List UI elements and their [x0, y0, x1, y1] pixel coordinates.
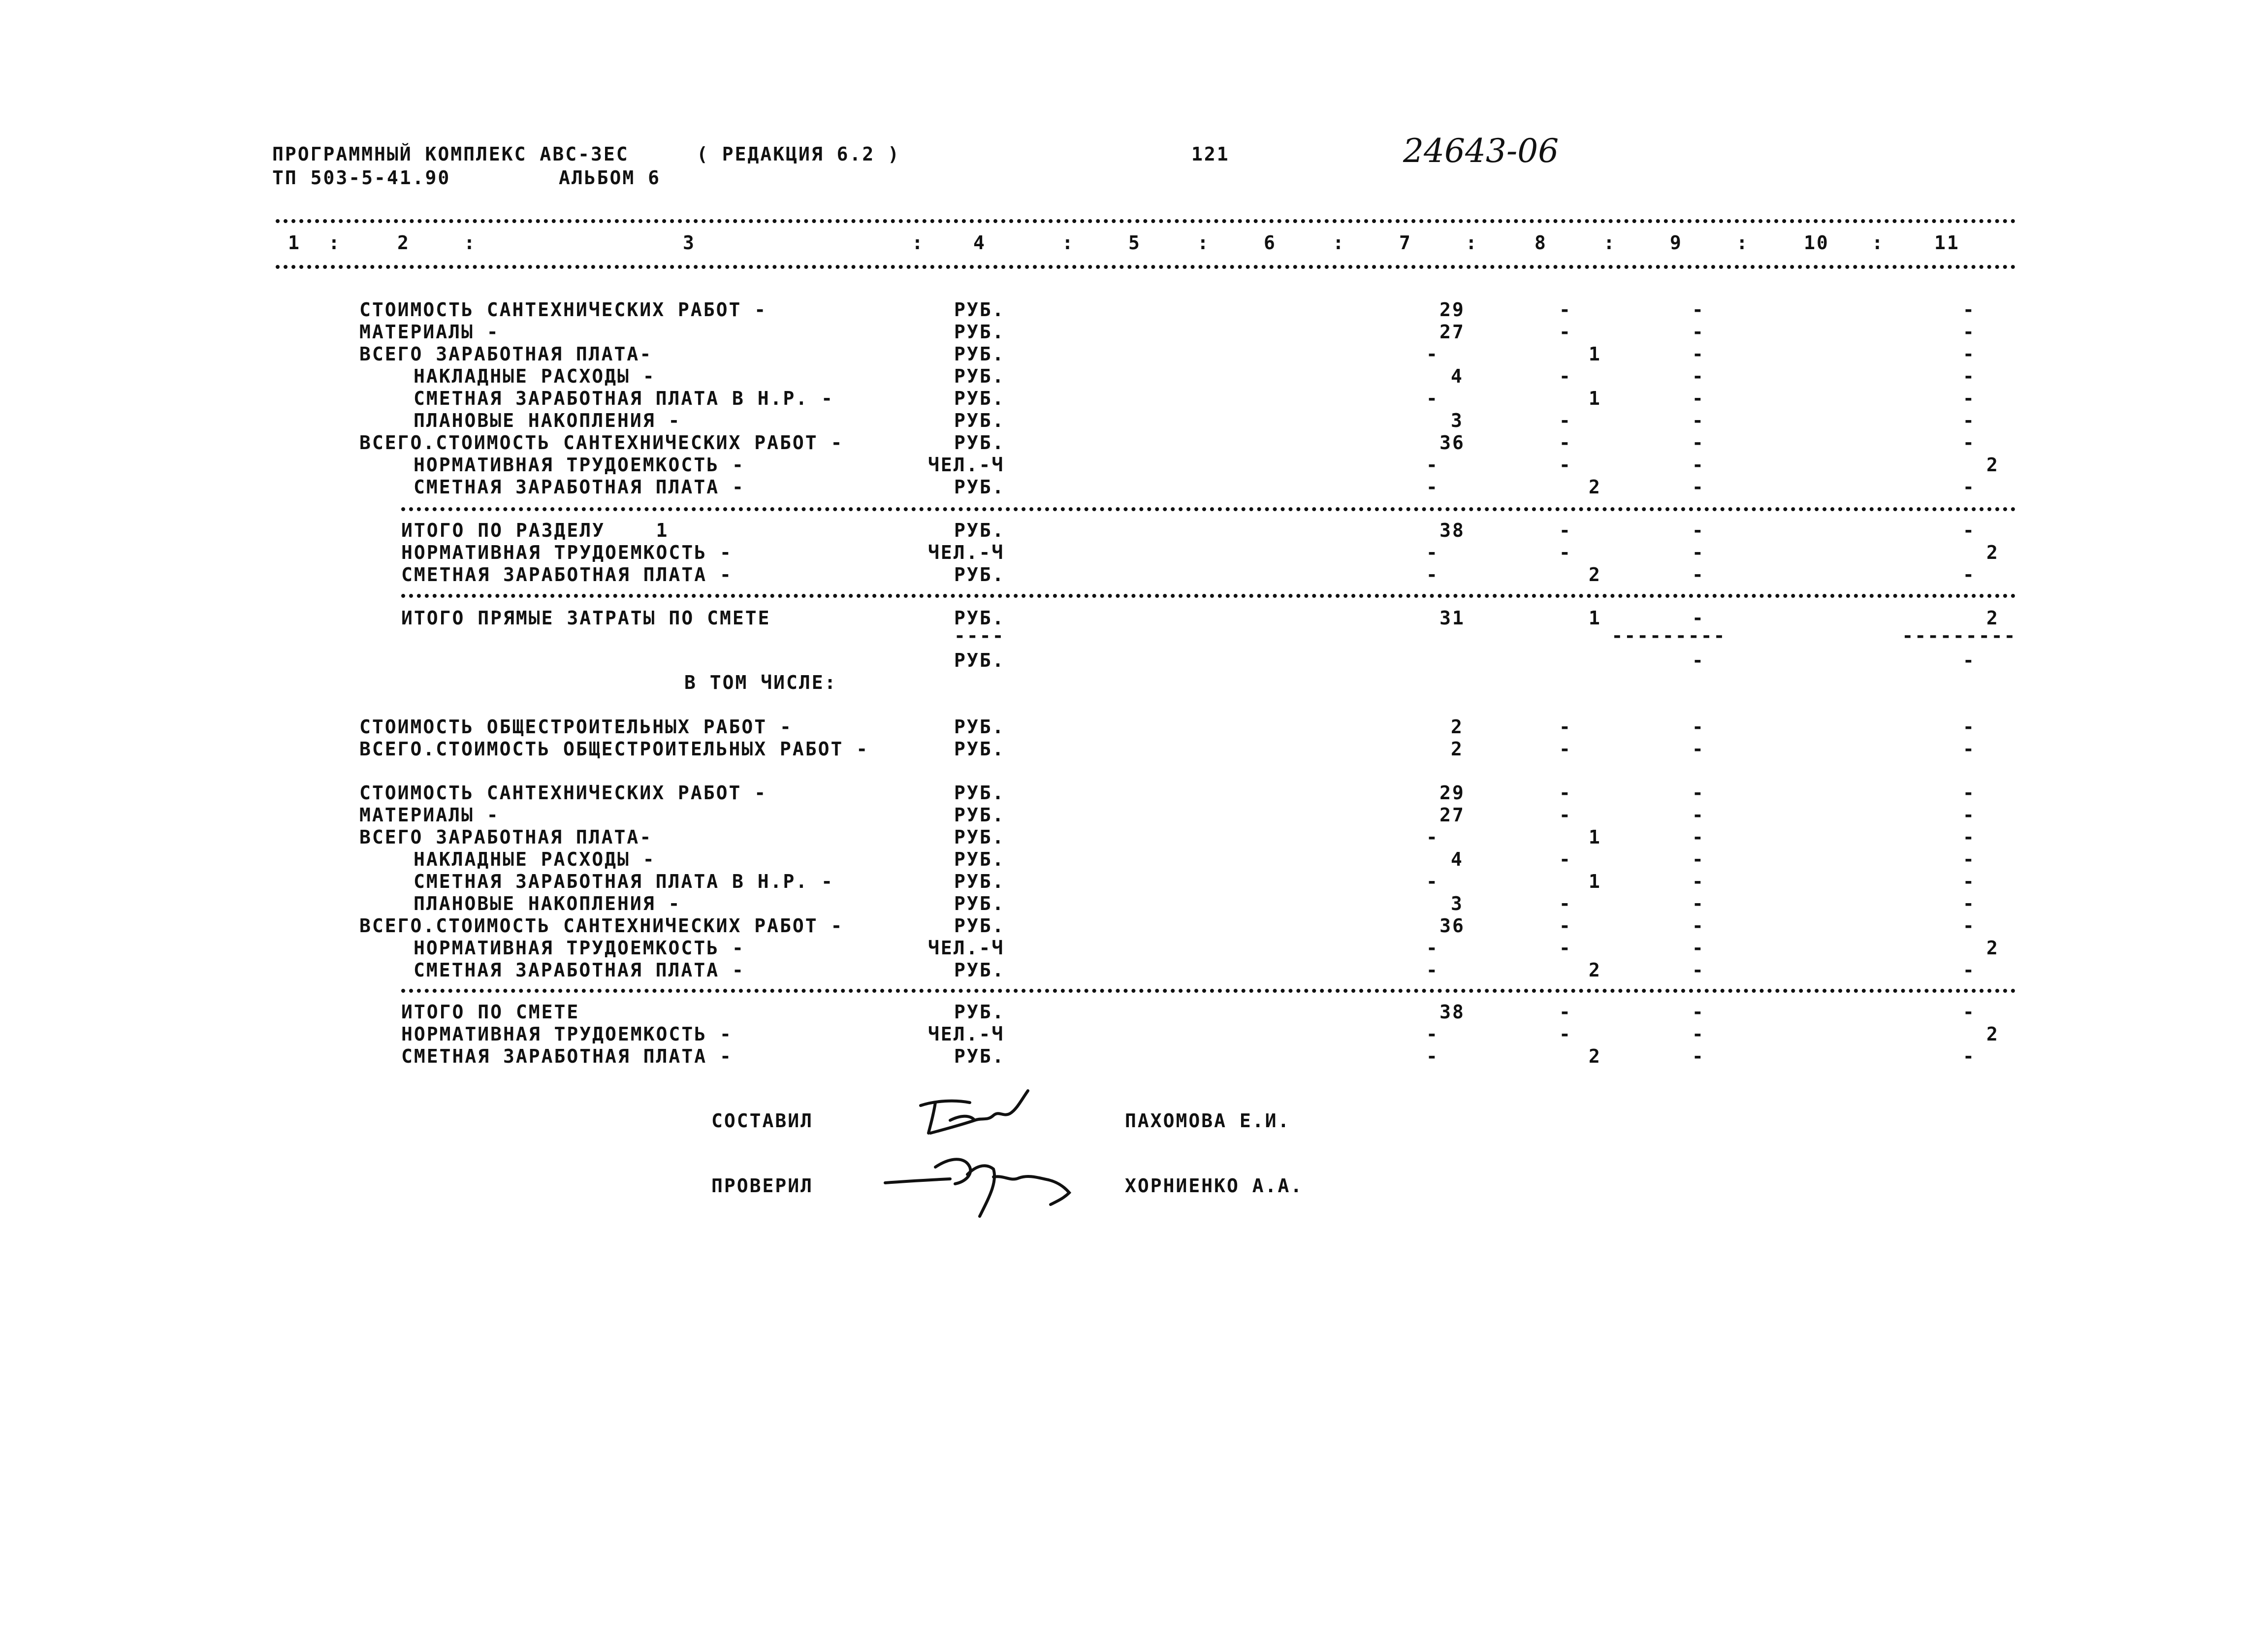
- cell-c8: -: [1559, 893, 1572, 914]
- row-label: СТОИМОСТЬ САНТЕХНИЧЕСКИХ РАБОТ -: [359, 782, 767, 804]
- row-unit: РУБ.: [954, 848, 1005, 870]
- cell-c9: -: [1692, 343, 1705, 365]
- cell-c8: -: [1559, 738, 1572, 760]
- cell-c9: -: [1692, 607, 1705, 629]
- cell-c9: -: [1692, 650, 1705, 671]
- col-header-6: 6: [1264, 232, 1277, 254]
- cell-c11: -: [1963, 738, 1976, 760]
- program-name: ПРОГРАММНЫЙ КОМПЛЕКС АВС-3ЕС: [272, 143, 629, 165]
- cell-c11: -: [1963, 1045, 1976, 1067]
- cell-c8: -: [1559, 848, 1572, 870]
- row-unit: РУБ.: [954, 343, 1005, 365]
- cell-c11: -: [1963, 826, 1976, 848]
- cell-c7: 29: [1439, 782, 1465, 804]
- col-separator: :: [1603, 232, 1616, 254]
- row-label: НАКЛАДНЫЕ РАСХОДЫ -: [414, 848, 656, 870]
- cell-c9: -: [1692, 454, 1705, 476]
- row-unit: РУБ.: [954, 716, 1005, 738]
- row-unit: РУБ.: [954, 650, 1005, 671]
- row-unit: РУБ.: [954, 365, 1005, 387]
- col-separator: :: [1333, 232, 1345, 254]
- row-label: ВСЕГО.СТОИМОСТЬ ОБЩЕСТРОИТЕЛЬНЫХ РАБОТ -: [359, 738, 869, 760]
- c9-underline: ---------: [1611, 625, 1726, 647]
- col-separator: :: [328, 232, 341, 254]
- cell-c11: -: [1963, 476, 1976, 498]
- row-unit: РУБ.: [954, 1001, 1005, 1023]
- cell-c9: -: [1692, 716, 1705, 738]
- row-unit: РУБ.: [954, 432, 1005, 454]
- col-header-8: 8: [1534, 232, 1547, 254]
- row-unit: ЧЕЛ.-Ч: [928, 937, 1005, 959]
- cell-c9: -: [1692, 915, 1705, 937]
- row-label: СМЕТНАЯ ЗАРАБОТНАЯ ПЛАТА -: [401, 564, 733, 586]
- row-label: ПЛАНОВЫЕ НАКОПЛЕНИЯ -: [414, 410, 681, 431]
- cell-c7: 36: [1439, 915, 1465, 937]
- cell-c11: 2: [1986, 937, 1999, 959]
- cell-c8: 2: [1589, 476, 1601, 498]
- cell-c8: -: [1559, 299, 1572, 321]
- cell-c11: -: [1963, 959, 1976, 981]
- album: АЛЬБОМ 6: [559, 167, 661, 189]
- cell-c8: 2: [1589, 959, 1601, 981]
- cell-c9: -: [1692, 520, 1705, 541]
- cell-c11: -: [1963, 365, 1976, 387]
- cell-c11: -: [1963, 782, 1976, 804]
- row-unit: РУБ.: [954, 564, 1005, 586]
- col-separator: :: [1197, 232, 1210, 254]
- cell-c8: 1: [1589, 607, 1601, 629]
- cell-c7: 2: [1451, 738, 1464, 760]
- row-unit: ЧЕЛ.-Ч: [928, 454, 1005, 476]
- col-header-1: 1: [288, 232, 301, 254]
- cell-c9: -: [1692, 738, 1705, 760]
- row-label: СТОИМОСТЬ САНТЕХНИЧЕСКИХ РАБОТ -: [359, 299, 767, 321]
- cell-c8: -: [1559, 542, 1572, 563]
- col-header-3: 3: [683, 232, 696, 254]
- cell-c11: 2: [1986, 454, 1999, 476]
- unit-underline: ----: [954, 625, 1005, 647]
- cell-c7: 2: [1451, 716, 1464, 738]
- cell-c8: -: [1559, 410, 1572, 431]
- row-unit: ЧЕЛ.-Ч: [928, 542, 1005, 563]
- row-unit: РУБ.: [954, 782, 1005, 804]
- cell-c8: 2: [1589, 1045, 1601, 1067]
- rule-header-bottom: [276, 265, 2016, 269]
- cell-c8: -: [1559, 432, 1572, 454]
- cell-c9: -: [1692, 826, 1705, 848]
- cell-c9: -: [1692, 782, 1705, 804]
- cell-c7: 31: [1439, 607, 1465, 629]
- cell-c7: 36: [1439, 432, 1465, 454]
- cell-c8: 1: [1589, 826, 1601, 848]
- cell-c7: 3: [1451, 893, 1464, 914]
- row-unit: РУБ.: [954, 299, 1005, 321]
- row-label: НАКЛАДНЫЕ РАСХОДЫ -: [414, 365, 656, 387]
- cell-c8: -: [1559, 716, 1572, 738]
- row-label: НОРМАТИВНАЯ ТРУДОЕМКОСТЬ -: [414, 454, 745, 476]
- cell-c8: -: [1559, 1023, 1572, 1045]
- cell-c8: -: [1559, 454, 1572, 476]
- cell-c8: 1: [1589, 871, 1601, 892]
- cell-c7: -: [1426, 542, 1439, 563]
- col-header-10: 10: [1804, 232, 1829, 254]
- col-separator: :: [1736, 232, 1749, 254]
- rule-section2: [401, 989, 2016, 993]
- row-unit: РУБ.: [954, 476, 1005, 498]
- cell-c7: -: [1426, 871, 1439, 892]
- col-header-7: 7: [1399, 232, 1412, 254]
- row-label: СТОИМОСТЬ ОБЩЕСТРОИТЕЛЬНЫХ РАБОТ -: [359, 716, 793, 738]
- col-header-11: 11: [1934, 232, 1960, 254]
- cell-c7: 4: [1451, 365, 1464, 387]
- cell-c9: -: [1692, 476, 1705, 498]
- cell-c9: -: [1692, 1045, 1705, 1067]
- cell-c9: -: [1692, 321, 1705, 343]
- cell-c7: 27: [1439, 804, 1465, 826]
- cell-c7: 27: [1439, 321, 1465, 343]
- row-unit: РУБ.: [954, 738, 1005, 760]
- compiled-label: СОСТАВИЛ: [711, 1110, 814, 1132]
- row-unit: РУБ.: [954, 607, 1005, 629]
- row-label: ИТОГО ПО СМЕТЕ: [401, 1001, 580, 1023]
- row-label: ВСЕГО ЗАРАБОТНАЯ ПЛАТА-: [359, 343, 653, 365]
- col-separator: :: [1466, 232, 1478, 254]
- cell-c11: -: [1963, 893, 1976, 914]
- cell-c11: -: [1963, 388, 1976, 409]
- cell-c11: -: [1963, 915, 1976, 937]
- cell-c8: 1: [1589, 388, 1601, 409]
- cell-c9: -: [1692, 410, 1705, 431]
- row-unit: РУБ.: [954, 915, 1005, 937]
- cell-c7: 29: [1439, 299, 1465, 321]
- rule-top: [276, 219, 2016, 223]
- row-label: МАТЕРИАЛЫ -: [359, 321, 500, 343]
- compiled-name: ПАХОМОВА Е.И.: [1125, 1110, 1291, 1132]
- page-number: 121: [1191, 143, 1230, 165]
- including-heading: В ТОМ ЧИСЛЕ:: [684, 672, 837, 693]
- cell-c7: -: [1426, 343, 1439, 365]
- col-separator: :: [1872, 232, 1885, 254]
- rule-section1-total: [401, 594, 2016, 598]
- cell-c7: -: [1426, 564, 1439, 586]
- cell-c11: -: [1963, 1001, 1976, 1023]
- cell-c9: -: [1692, 893, 1705, 914]
- col-separator: :: [912, 232, 925, 254]
- cell-c8: -: [1559, 782, 1572, 804]
- cell-c9: -: [1692, 542, 1705, 563]
- cell-c11: 2: [1986, 607, 1999, 629]
- row-label: ВСЕГО.СТОИМОСТЬ САНТЕХНИЧЕСКИХ РАБОТ -: [359, 915, 844, 937]
- cell-c9: -: [1692, 299, 1705, 321]
- row-unit: РУБ.: [954, 321, 1005, 343]
- cell-c7: -: [1426, 476, 1439, 498]
- cell-c8: 1: [1589, 343, 1601, 365]
- row-label: НОРМАТИВНАЯ ТРУДОЕМКОСТЬ -: [414, 937, 745, 959]
- row-unit: РУБ.: [954, 410, 1005, 431]
- cell-c8: -: [1559, 1001, 1572, 1023]
- cell-c11: -: [1963, 716, 1976, 738]
- cell-c11: -: [1963, 321, 1976, 343]
- cell-c11: 2: [1986, 1023, 1999, 1045]
- cell-c9: -: [1692, 432, 1705, 454]
- cell-c7: -: [1426, 937, 1439, 959]
- cell-c11: -: [1963, 520, 1976, 541]
- cell-c7: -: [1426, 1045, 1439, 1067]
- cell-c11: 2: [1986, 542, 1999, 563]
- cell-c7: -: [1426, 454, 1439, 476]
- cell-c7: -: [1426, 1023, 1439, 1045]
- col-header-4: 4: [973, 232, 986, 254]
- cell-c7: -: [1426, 388, 1439, 409]
- cell-c8: -: [1559, 365, 1572, 387]
- rule-section1: [401, 507, 2016, 511]
- compiled-signature: [916, 1086, 1034, 1140]
- cell-c9: -: [1692, 388, 1705, 409]
- cell-c11: -: [1963, 804, 1976, 826]
- cell-c11: -: [1963, 343, 1976, 365]
- cell-c8: -: [1559, 915, 1572, 937]
- cell-c9: -: [1692, 871, 1705, 892]
- row-label: СМЕТНАЯ ЗАРАБОТНАЯ ПЛАТА В Н.Р. -: [414, 871, 834, 892]
- cell-c7: -: [1426, 826, 1439, 848]
- row-unit: РУБ.: [954, 1045, 1005, 1067]
- cell-c8: -: [1559, 520, 1572, 541]
- cell-c9: -: [1692, 1001, 1705, 1023]
- cell-c8: -: [1559, 937, 1572, 959]
- cell-c9: -: [1692, 365, 1705, 387]
- cell-c11: -: [1963, 848, 1976, 870]
- cell-c8: -: [1559, 321, 1572, 343]
- cell-c8: -: [1559, 804, 1572, 826]
- checked-signature: [881, 1147, 1073, 1221]
- row-label: СМЕТНАЯ ЗАРАБОТНАЯ ПЛАТА -: [414, 959, 745, 981]
- project-code: ТП 503-5-41.90: [272, 167, 451, 189]
- cell-c11: -: [1963, 650, 1976, 671]
- cell-c7: 38: [1439, 1001, 1465, 1023]
- cell-c7: 38: [1439, 520, 1465, 541]
- row-label: ИТОГО ПО РАЗДЕЛУ 1: [401, 520, 669, 541]
- row-label: ПЛАНОВЫЕ НАКОПЛЕНИЯ -: [414, 893, 681, 914]
- row-label: ВСЕГО ЗАРАБОТНАЯ ПЛАТА-: [359, 826, 653, 848]
- cell-c8: 2: [1589, 564, 1601, 586]
- row-unit: РУБ.: [954, 893, 1005, 914]
- col-header-2: 2: [397, 232, 410, 254]
- handwritten-code: 24643-06: [1403, 132, 1559, 170]
- cell-c7: -: [1426, 959, 1439, 981]
- cell-c9: -: [1692, 804, 1705, 826]
- row-unit: РУБ.: [954, 826, 1005, 848]
- edition: ( РЕДАКЦИЯ 6.2 ): [697, 143, 901, 165]
- cell-c7: 3: [1451, 410, 1464, 431]
- cell-c9: -: [1692, 959, 1705, 981]
- row-label: НОРМАТИВНАЯ ТРУДОЕМКОСТЬ -: [401, 542, 733, 563]
- col-header-9: 9: [1670, 232, 1683, 254]
- c11-underline: ---------: [1902, 625, 2017, 647]
- checked-label: ПРОВЕРИЛ: [711, 1175, 814, 1197]
- checked-name: ХОРНИЕНКО А.А.: [1125, 1175, 1304, 1197]
- row-unit: РУБ.: [954, 388, 1005, 409]
- row-label: ВСЕГО.СТОИМОСТЬ САНТЕХНИЧЕСКИХ РАБОТ -: [359, 432, 844, 454]
- row-unit: ЧЕЛ.-Ч: [928, 1023, 1005, 1045]
- row-unit: РУБ.: [954, 959, 1005, 981]
- cell-c9: -: [1692, 937, 1705, 959]
- row-label: СМЕТНАЯ ЗАРАБОТНАЯ ПЛАТА -: [414, 476, 745, 498]
- cell-c11: -: [1963, 871, 1976, 892]
- cell-c9: -: [1692, 564, 1705, 586]
- cell-c7: 4: [1451, 848, 1464, 870]
- row-unit: РУБ.: [954, 804, 1005, 826]
- row-unit: РУБ.: [954, 520, 1005, 541]
- row-label: СМЕТНАЯ ЗАРАБОТНАЯ ПЛАТА -: [401, 1045, 733, 1067]
- cell-c9: -: [1692, 1023, 1705, 1045]
- row-label: МАТЕРИАЛЫ -: [359, 804, 500, 826]
- cell-c11: -: [1963, 410, 1976, 431]
- cell-c11: -: [1963, 299, 1976, 321]
- row-label: ИТОГО ПРЯМЫЕ ЗАТРАТЫ ПО СМЕТЕ: [401, 607, 771, 629]
- col-separator: :: [1062, 232, 1075, 254]
- col-separator: :: [464, 232, 477, 254]
- cell-c11: -: [1963, 432, 1976, 454]
- cell-c11: -: [1963, 564, 1976, 586]
- row-label: НОРМАТИВНАЯ ТРУДОЕМКОСТЬ -: [401, 1023, 733, 1045]
- row-label: СМЕТНАЯ ЗАРАБОТНАЯ ПЛАТА В Н.Р. -: [414, 388, 834, 409]
- col-header-5: 5: [1128, 232, 1141, 254]
- row-unit: РУБ.: [954, 871, 1005, 892]
- cell-c9: -: [1692, 848, 1705, 870]
